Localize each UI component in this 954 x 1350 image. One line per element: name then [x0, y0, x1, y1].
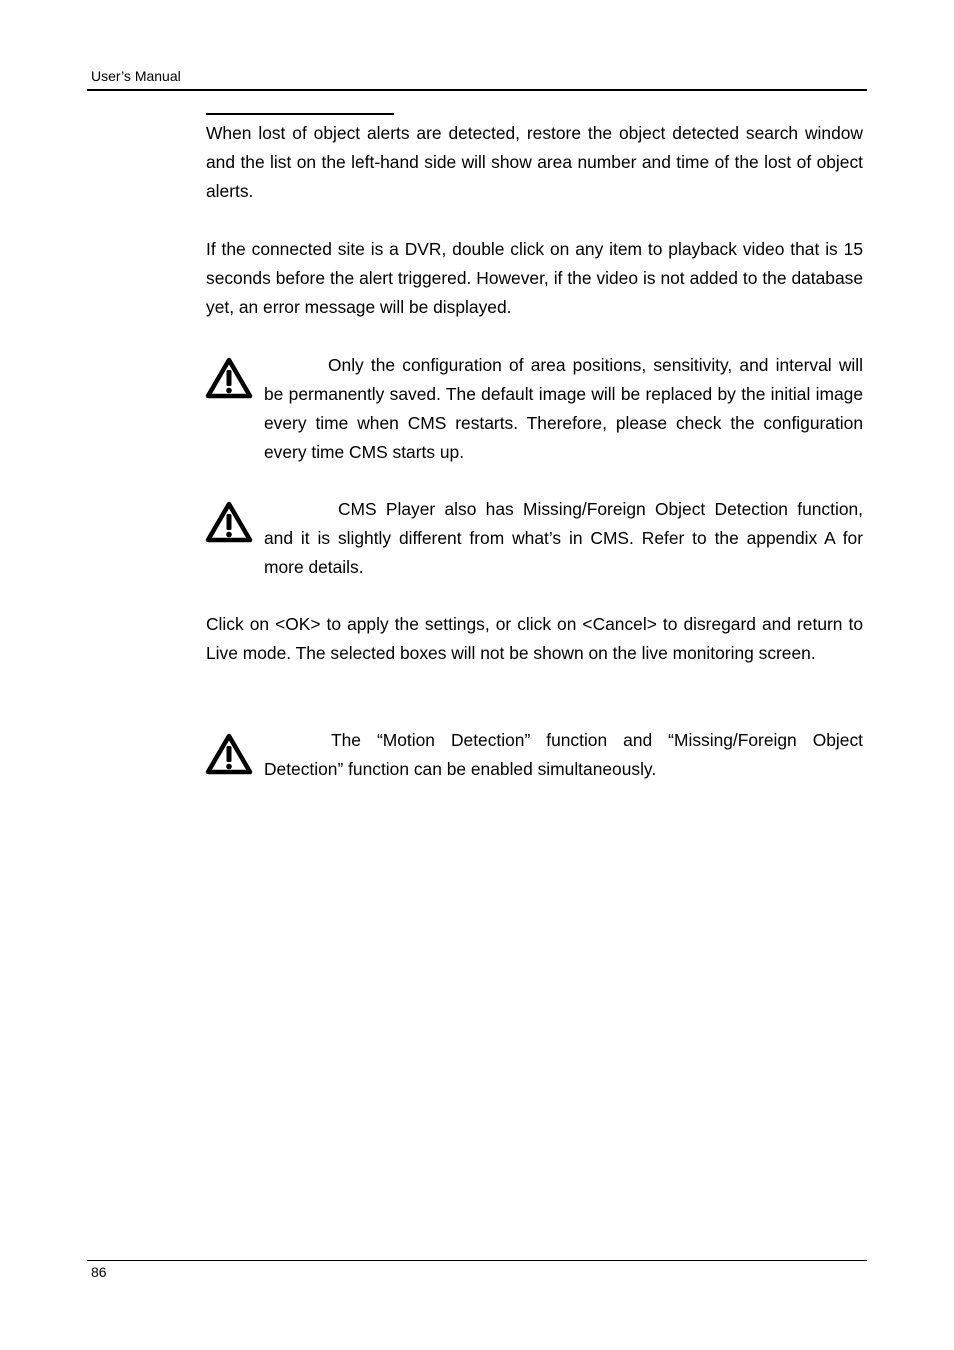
warning-triangle-icon — [205, 500, 253, 544]
header-title: User’s Manual — [91, 68, 181, 84]
paragraph-dvr-playback: If the connected site is a DVR, double click on any item to playback video that is 15 seconds before the alert triggered. However, if the video is not added to the database yet, an error message will be displayed. — [206, 239, 863, 317]
note-configuration-saved: Only the configuration of area positions, sensitivity, and interval will be permanently saved. The default image will be replaced by the initial image every time when CMS restarts. Therefore, please check the configuration every time CMS starts up. — [264, 355, 863, 462]
note-cms-player: CMS Player also has Missing/Foreign Object Detection function, and it is slightly different from what’s in CMS. Refer to the appendix A for more details. — [264, 499, 863, 577]
warning-triangle-icon — [205, 732, 253, 776]
warning-triangle-icon — [205, 356, 253, 400]
section-divider — [206, 113, 394, 115]
header-divider — [87, 89, 867, 91]
paragraph-ok-cancel: Click on <OK> to apply the settings, or click on <Cancel> to disregard and return to Live mode. The selected boxes will not be shown on the live monitoring screen. — [206, 614, 863, 663]
paragraph-lost-object-alerts: When lost of object alerts are detected, restore the object detected search window and the list on the left-hand side will show area number and time of the lost of object alerts. — [206, 123, 863, 201]
footer-divider — [87, 1260, 867, 1261]
page-number: 86 — [91, 1264, 107, 1280]
note-simultaneous-detection: The “Motion Detection” function and “Missing/Foreign Object Detection” function can be enabled simultaneously. — [264, 730, 863, 779]
